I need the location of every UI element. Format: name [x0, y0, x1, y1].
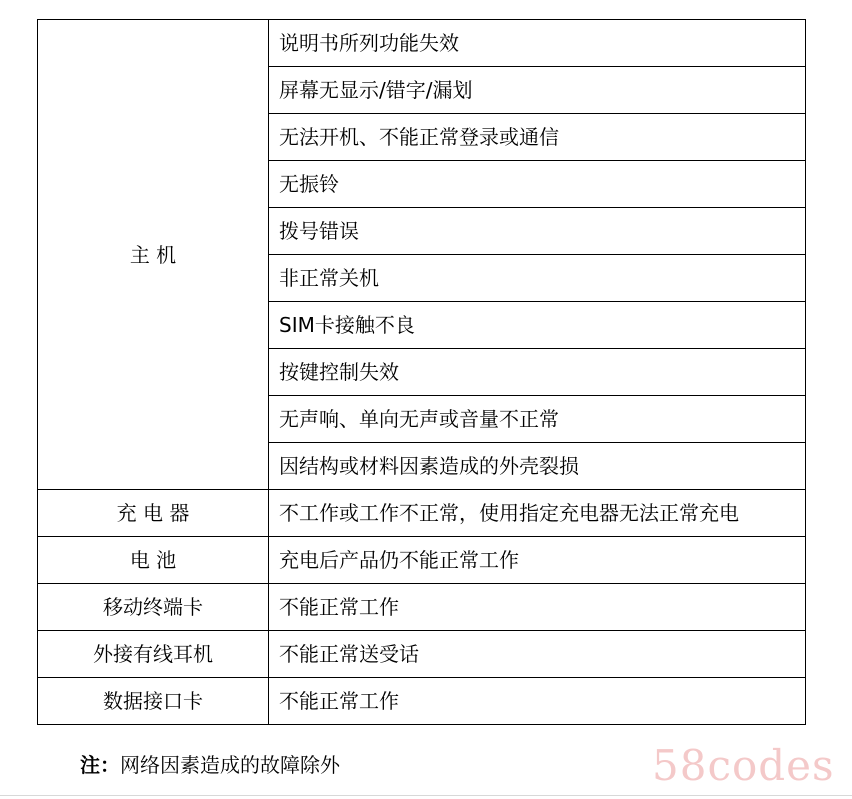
table-row	[38, 537, 806, 584]
watermark-logo: 58codes	[652, 741, 835, 790]
bottom-divider	[0, 795, 852, 796]
table-row	[38, 631, 806, 678]
fault-cell: 拨号错误	[269, 208, 806, 255]
fault-cell: 因结构或材料因素造成的外壳裂损	[269, 443, 806, 490]
fault-cell: 屏幕无显示/错字/漏划	[269, 67, 806, 114]
part-cell: 外接有线耳机	[38, 631, 269, 678]
table-row	[38, 678, 806, 725]
fault-cell: 按键控制失效	[269, 349, 806, 396]
fault-cell: 无声响、单向无声或音量不正常	[269, 396, 806, 443]
part-cell: 充 电 器	[38, 490, 269, 537]
footnote-text: 网络因素造成的故障除外	[120, 753, 340, 777]
fault-cell: 不能正常工作	[269, 584, 806, 631]
fault-cell: 不能正常工作	[269, 678, 806, 725]
fault-cell: 充电后产品仍不能正常工作	[269, 537, 806, 584]
part-cell: 移动终端卡	[38, 584, 269, 631]
table-row	[38, 490, 806, 537]
fault-cell: 无法开机、不能正常登录或通信	[269, 114, 806, 161]
fault-cell: SIM卡接触不良	[269, 302, 806, 349]
part-cell-host: 主 机	[38, 20, 269, 490]
table-row	[38, 20, 806, 67]
part-cell: 数据接口卡	[38, 678, 269, 725]
fault-cell: 说明书所列功能失效	[269, 20, 806, 67]
fault-cell: 不工作或工作不正常，使用指定充电器无法正常充电	[269, 490, 806, 537]
footnote	[80, 752, 340, 778]
table-row	[38, 584, 806, 631]
fault-cell: 非正常关机	[269, 255, 806, 302]
warranty-fault-table	[37, 19, 806, 725]
part-cell: 电 池	[38, 537, 269, 584]
fault-cell: 无振铃	[269, 161, 806, 208]
footnote-label: 注：	[80, 753, 120, 777]
fault-cell: 不能正常送受话	[269, 631, 806, 678]
